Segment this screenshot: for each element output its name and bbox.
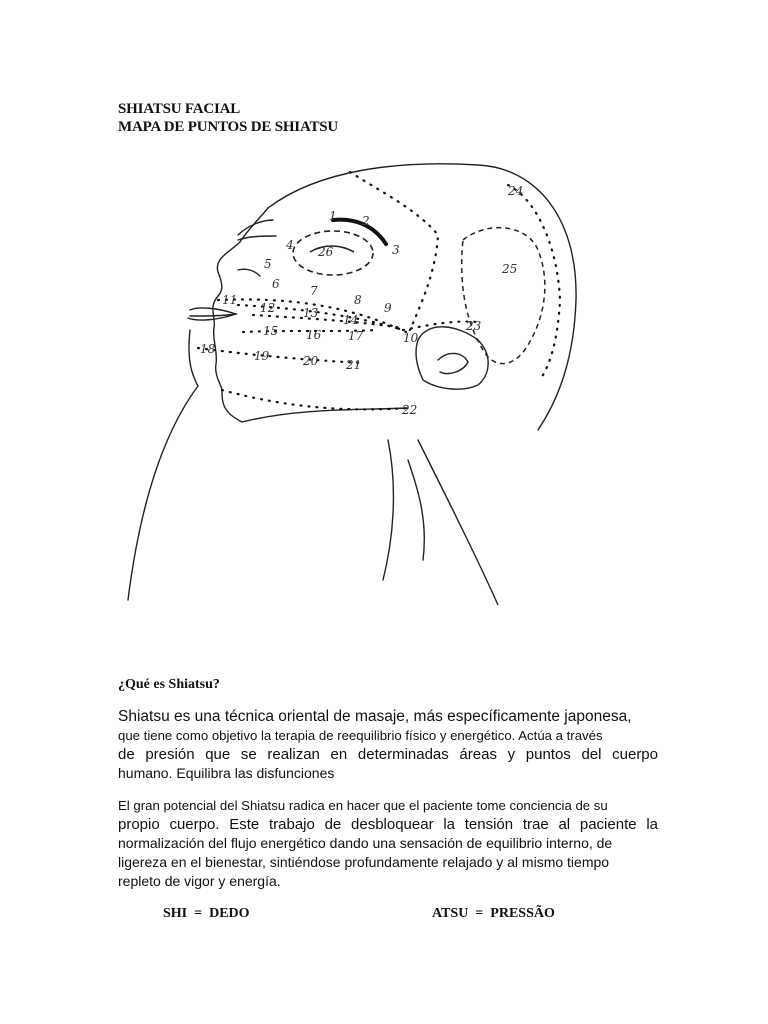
paragraph-line: que tiene como objetivo la terapia de reequilibrio físico y energético. Actúa a través [118,728,603,743]
section-heading: ¿Qué es Shiatsu? [118,677,220,692]
nostril [238,269,260,276]
point-label: 22 [402,403,418,417]
page-title: SHIATSU FACIAL [118,101,241,117]
paragraph-line: repleto de vigor y energía. [118,873,281,889]
point-label: 21 [346,358,362,372]
point-label: 11 [222,293,238,307]
point-label: 20 [303,354,319,368]
point-label: 13 [303,306,319,320]
face-drawing [118,140,638,605]
point-label: 17 [348,329,364,343]
point-label: 12 [260,301,276,315]
point-label: 19 [254,349,270,363]
equation-atsu: ATSU = PRESSÃO [432,906,555,921]
paragraph-line: Shiatsu es una técnica oriental de masaje, más específicamente japonesa, [118,708,632,725]
point-label: 10 [403,331,419,345]
point-label: 2 [362,214,370,228]
point-25-area [462,228,545,364]
dotted-line-jaw [222,390,410,409]
paragraph-line: normalización del flujo energético dando una sensación de equilibrio interno, de [118,835,613,851]
point-label: 8 [354,293,362,307]
point-label: 26 [318,245,334,259]
point-label: 15 [263,324,279,338]
dotted-line-row-4 [198,348,363,363]
paragraph-line: ligereza en el bienestar, sintiéndose profundamente relajado y al mismo tiempo [118,854,610,870]
point-label: 5 [264,257,272,271]
ear [416,327,488,389]
page-subtitle: MAPA DE PUNTOS DE SHIATSU [118,119,339,135]
paragraph-line: de presión que se realizan en determinadas áreas y puntos del cuerpo [118,746,658,763]
paragraph-2 [118,796,658,891]
point-label: 24 [508,184,524,198]
paragraph-1 [118,707,658,783]
point-label: 16 [306,328,322,342]
dotted-line-head-top [508,185,560,380]
point-label: 23 [466,319,482,333]
face-shiatsu-map-figure [118,140,638,605]
paragraph-line: humano. Equilibra las disfunciones [118,765,335,781]
paragraph-line: propio cuerpo. Este trabajo de desbloquear la tensión trae al paciente la [118,816,658,833]
point-label: 7 [310,284,318,298]
mouth [188,308,236,320]
equation-shi: SHI = DEDO [163,906,250,921]
point-label: 25 [502,262,518,276]
point-label: 3 [392,243,400,257]
point-label: 4 [286,238,294,252]
paragraph-line: El gran potencial del Shiatsu radica en hacer que el paciente tome conciencia de su [118,798,608,813]
eyebrow [333,220,386,244]
point-label: 18 [200,342,216,356]
point-label: 14 [343,313,359,327]
point-label: 6 [272,277,280,291]
neck-outline [128,386,198,600]
point-label: 1 [329,209,337,223]
point-label: 9 [384,301,392,315]
